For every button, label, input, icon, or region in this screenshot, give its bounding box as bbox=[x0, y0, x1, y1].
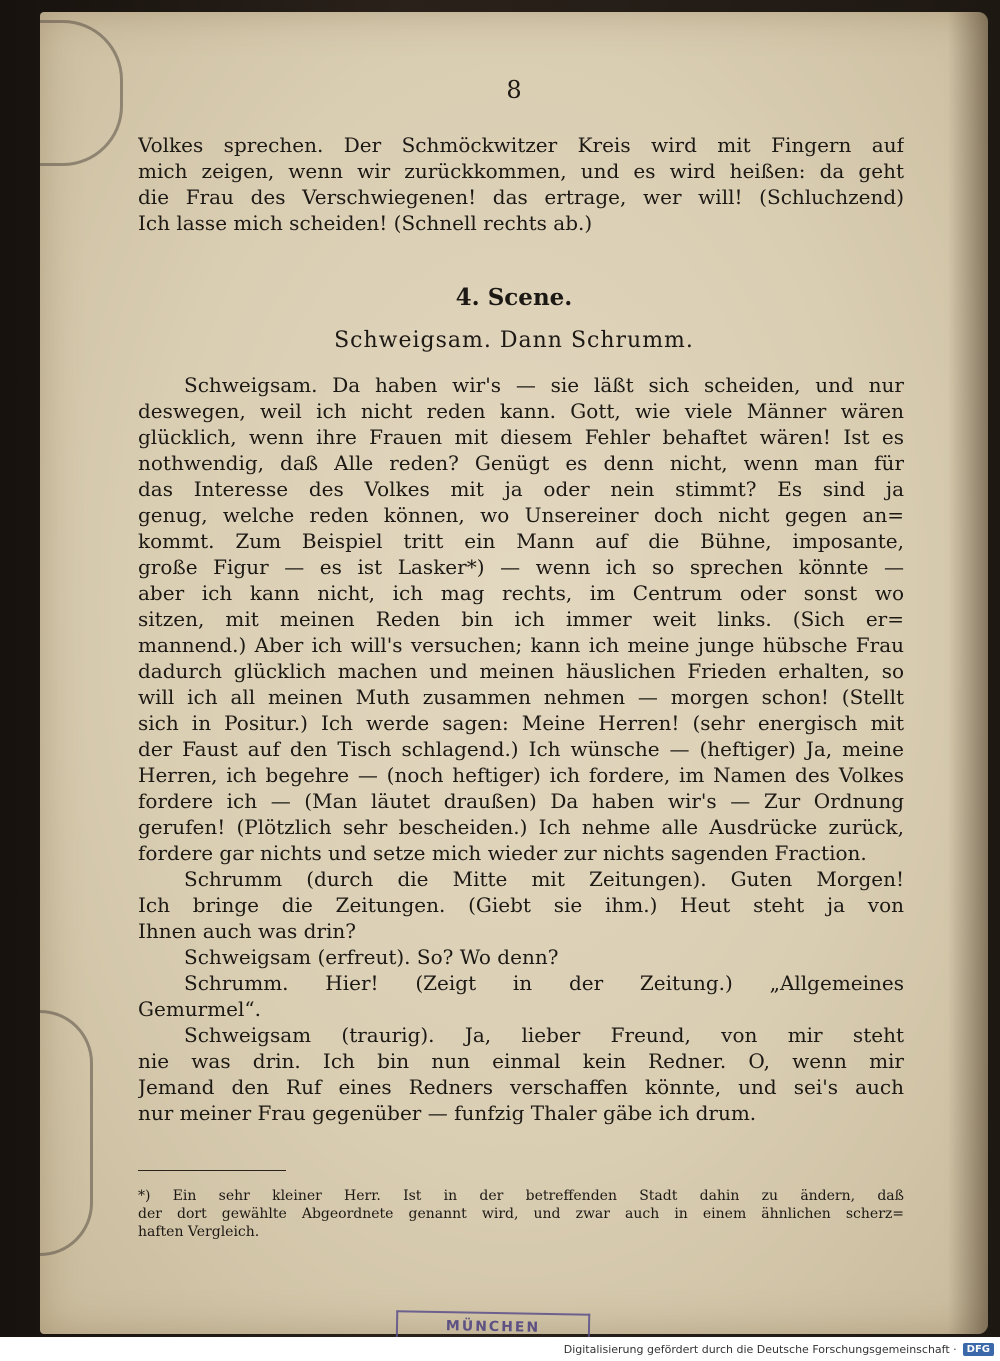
dialogue-line: Schrumm (durch die Mitte mit Zeitungen). Guten Morgen! bbox=[184, 867, 904, 891]
text-line: die Frau des Verschwiegenen! das ertrage, wer will! (Schluchzend) bbox=[138, 185, 904, 209]
text-line: deswegen, weil ich nicht reden kann. Gott, wie viele Männer wären bbox=[138, 399, 904, 423]
dialogue-line: Gemurmel“. bbox=[138, 997, 261, 1021]
library-stamp: MÜNCHEN bbox=[396, 1310, 591, 1345]
text-line: der dort gewählte Abgeordnete genannt wird, und zwar auch in einem ähnlichen scherz= bbox=[138, 1206, 904, 1222]
monologue-paragraph bbox=[138, 372, 904, 1126]
dialogue-line: Jemand den Ruf eines Redners verschaffen könnte, und sei's auch bbox=[138, 1075, 904, 1099]
text-line: aber ich kann nicht, ich mag rechts, im Centrum oder sonst wo bbox=[138, 581, 904, 605]
text-line: glücklich, wenn ihre Frauen mit diesem Fehler behaftet wären! Ist es bbox=[138, 425, 904, 449]
text-line: will ich all meinen Muth zusammen nehmen — morgen schon! (Stellt bbox=[138, 685, 904, 709]
text-line: Volkes sprechen. Der Schmöckwitzer Kreis wird mit Fingern auf bbox=[138, 133, 904, 157]
dialogue-line: Ich bringe die Zeitungen. (Giebt sie ihm.) Heut steht ja von bbox=[138, 893, 904, 917]
text-line: der Faust auf den Tisch schlagend.) Ich wünsche — (heftiger) Ja, meine bbox=[138, 737, 904, 761]
dfg-logo: DFG bbox=[963, 1343, 994, 1356]
credit-bar bbox=[0, 1337, 1000, 1361]
dialogue-line: nur meiner Frau gegenüber — funfzig Thaler gäbe ich drum. bbox=[138, 1101, 757, 1125]
text-line: Herren, ich begehre — (noch heftiger) ich fordere, im Namen des Volkes bbox=[138, 763, 904, 787]
text-line: fordere ich — (Man läutet draußen) Da haben wir's — Zur Ordnung bbox=[138, 789, 904, 813]
text-line: haften Vergleich. bbox=[138, 1224, 260, 1240]
scene-heading: 4. Scene. bbox=[455, 284, 573, 311]
text-line: nothwendig, daß Alle reden? Genügt es denn nicht, wenn man für bbox=[138, 451, 904, 475]
text-line: dadurch glücklich machen und meinen häuslichen Frieden erhalten, so bbox=[138, 659, 904, 683]
book-page bbox=[40, 12, 988, 1334]
dialogue-line: Ihnen auch was drin? bbox=[138, 919, 357, 943]
text-line: Ich lasse mich scheiden! (Schnell rechts ab.) bbox=[138, 211, 593, 235]
text-line: große Figur — es ist Lasker*) — wenn ich so sprechen könnte — bbox=[138, 555, 904, 579]
text-line: das Interesse des Volkes mit ja oder nein stimmt? Es sind ja bbox=[138, 477, 904, 501]
text-line: fordere gar nichts und setze mich wieder zur nichts sagenden Fraction. bbox=[138, 841, 867, 865]
dialogue-line: Schrumm. Hier! (Zeigt in der Zeitung.) „Allgemeines bbox=[184, 971, 904, 995]
page-clip-bottom bbox=[40, 1010, 93, 1256]
text-line: kommt. Zum Beispiel tritt ein Mann auf die Bühne, imposante, bbox=[138, 529, 904, 553]
text-line: mich zeigen, wenn wir zurückkommen, und es wird heißen: da geht bbox=[138, 159, 904, 183]
digitization-credit: Digitalisierung gefördert durch die Deutsche Forschungsgemeinschaft · bbox=[563, 1342, 957, 1356]
text-line: sich in Positur.) Ich werde sagen: Meine Herren! (sehr energisch mit bbox=[138, 711, 904, 735]
footnote-rule bbox=[138, 1170, 286, 1171]
dialogue-line: Schweigsam (traurig). Ja, lieber Freund, von mir steht bbox=[184, 1023, 904, 1047]
text-line: genug, welche reden können, wo Unsereiner doch nicht gegen an= bbox=[138, 503, 904, 527]
dialogue-line: Schweigsam (erfreut). So? Wo denn? bbox=[184, 945, 559, 969]
footnote bbox=[138, 1187, 904, 1241]
dialogue-line: nie was drin. Ich bin nun einmal kein Redner. O, wenn mir bbox=[138, 1049, 904, 1073]
page-gutter-shadow bbox=[948, 12, 988, 1334]
text-line: *) Ein sehr kleiner Herr. Ist in der betreffenden Stadt dahin zu ändern, daß bbox=[138, 1188, 904, 1204]
text-line: sitzen, mit meinen Reden bin ich immer weit links. (Sich er= bbox=[138, 607, 904, 631]
page-number: 8 bbox=[506, 76, 522, 104]
text-line: Schweigsam. Da haben wir's — sie läßt sich scheiden, und nur bbox=[184, 373, 904, 397]
paragraph-top bbox=[138, 132, 904, 236]
scene-cast: Schweigsam. Dann Schrumm. bbox=[334, 328, 694, 353]
text-line: mannend.) Aber ich will's versuchen; kann ich meine junge hübsche Frau bbox=[138, 633, 904, 657]
text-line: gerufen! (Plötzlich sehr bescheiden.) Ich nehme alle Ausdrücke zurück, bbox=[138, 815, 904, 839]
